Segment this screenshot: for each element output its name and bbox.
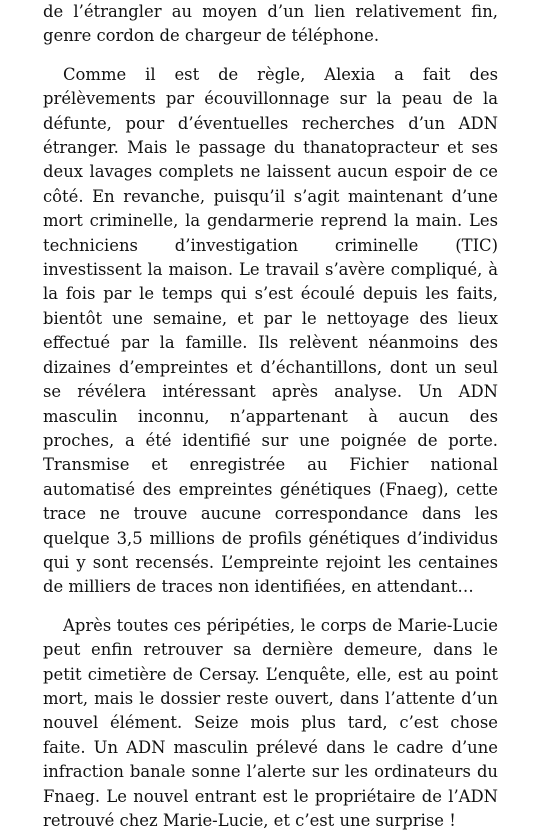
paragraph-2: Comme il est de règle, Alexia a fait des prélèvements par écouvillonnage sur la peau de la défunte, pour d’éventuelles recherches d’un ADN étranger. Mais le passage du thanatopracteur et ses deux lavages complets ne laissent aucun espoir de ce côté. En revanche, puisqu’il s’agit maintenant d’une mort criminelle, la gendarmerie reprend la main. Les techniciens d’investigation criminelle (TIC) investissent la maison. Le travail s’avère compliqué, à la fois par le temps qui s’est écoulé depuis les faits, bientôt une semaine, et par le nettoyage des lieux effectué par la famille. Ils relèvent néanmoins des dizaines d’empreintes et d’échantillons, dont un seul se révélera intéressant après analyse. Un ADN masculin inconnu, n’appartenant à aucun des proches, a été identifié sur une poignée de porte. Transmise et enregistrée au Fichier national automatisé des empreintes génétiques (Fnaeg), cette trace ne trouve aucune correspondance dans les quelque 3,5 millions de profils génétiques d’individus qui y sont recensés. L’empreinte rejoint les centaines de milliers de traces non identifiées, en attendant… xyxy=(43,64,498,597)
paragraph-1: de l’étrangler au moyen d’un lien relativement fin, genre cordon de chargeur de téléphone. xyxy=(43,2,498,46)
paragraph-3: Après toutes ces péripéties, le corps de Marie-Lucie peut enfin retrouver sa dernière demeure, dans le petit cimetière de Cersay. L’enquête, elle, est au point mort, mais le dossier reste ouvert, dans l’attente d’un nouvel élément. Seize mois plus tard, c’est chose faite. Un ADN masculin prélevé dans le cadre d’une infraction banale sonne l’alerte sur les ordinateurs du Fnaeg. Le nouvel entrant est le propriétaire de l’ADN retrouvé chez Marie-Lucie, et c’est une surprise ! xyxy=(43,615,498,830)
document-page xyxy=(43,0,498,833)
